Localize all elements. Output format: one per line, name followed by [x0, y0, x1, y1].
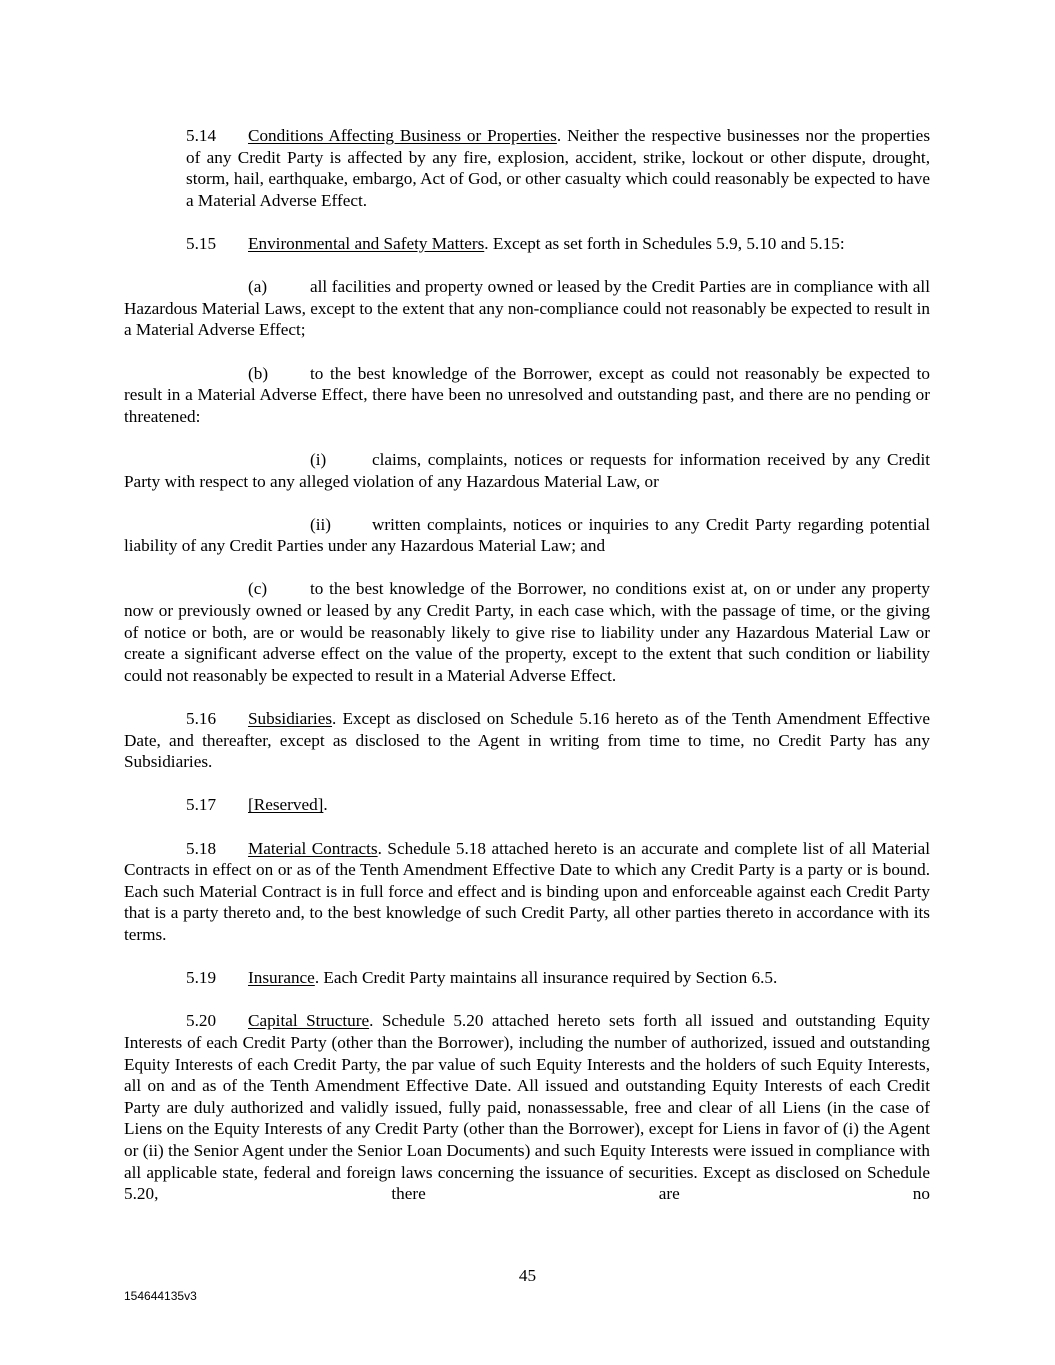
section-heading: Environmental and Safety Matters — [248, 233, 485, 253]
clause-number: (c) — [248, 579, 268, 599]
section-heading: Insurance — [248, 968, 315, 988]
clause-number: (i) — [310, 449, 327, 469]
clause-number: (b) — [248, 363, 269, 383]
clause-text: to the best knowledge of the Borrower, no conditions exist at, on or under any property now or previously owned or leased by any Credit Party, in each case which, with the passage of time, or the giving of notice or both, are or would be reasonably likely to give rise to liability under any Hazardous Material Law or create a significant adverse effect on the value of the property, except to the extent that such condition or liability could not reasonably be expected to result in a Material Adverse Effect. — [124, 579, 930, 685]
clause-b-i — [124, 449, 930, 492]
page-number: 45 — [518, 1266, 537, 1285]
section-number: 5.14 — [186, 126, 217, 145]
document-id: 154644135v3 — [124, 1289, 197, 1303]
section-text: . Except as disclosed on Schedule 5.16 hereto as of the Tenth Amendment Effective Date, and thereafter, except as disclosed to the Agent in writing from time to time, no Credit Party has any Subsidiaries. — [124, 709, 930, 772]
section-text: . Except as set forth in Schedules 5.9, 5.10 and 5.15: — [484, 233, 845, 253]
section-5-15 — [124, 233, 930, 255]
clause-text: to the best knowledge of the Borrower, except as could not reasonably be expected to result in a Material Adverse Effect, there have been no unresolved and outstanding past, and there are no pending or threatened: — [124, 363, 930, 426]
clause-number: (a) — [248, 277, 268, 297]
section-number: 5.18 — [186, 838, 217, 858]
section-heading: Capital Structure — [248, 1011, 370, 1031]
section-heading: Material Contracts — [248, 838, 378, 858]
section-number: 5.17 — [186, 795, 217, 815]
clause-c — [124, 578, 930, 686]
section-text: . Each Credit Party maintains all insurance required by Section 6.5. — [314, 968, 778, 988]
section-text: . Neither the respective businesses nor the properties of any Credit Party is affected by any fire, explosion, accident, strike, lockout or other dispute, drought, storm, hail, earthquake, embargo, Act of God, or other casualty which could reasonably be expected to have a Material Adverse Effect. — [186, 126, 931, 210]
section-5-18 — [124, 838, 930, 946]
section-heading: Subsidiaries — [248, 709, 333, 729]
clause-b — [124, 363, 930, 428]
clause-text: claims, complaints, notices or requests for information received by any Credit Party with respect to any alleged violation of any Hazardous Material Law, or — [124, 449, 930, 491]
section-number: 5.16 — [186, 709, 217, 729]
section-5-16 — [124, 708, 930, 773]
section-text: . Schedule 5.18 attached hereto is an accurate and complete list of all Material Contracts in effect on or as of the Tenth Amendment Effective Date to which any Credit Party is a party or is bound. Each such Material Contract is in full force and effect and is binding upon and enforceable against each Credit Party that is a party thereto and, to the best knowledge of such Credit Party, all other parties thereto in accordance with its terms. — [124, 838, 930, 944]
document-body — [124, 125, 930, 1226]
section-number: 5.15 — [186, 233, 217, 253]
section-heading: Conditions Affecting Business or Properties — [248, 126, 557, 145]
clause-b-ii — [124, 514, 930, 557]
section-text: . Schedule 5.20 attached hereto sets forth all issued and outstanding Equity Interests of each Credit Party (other than the Borrower), including the number of authorized, issued and outstanding Equity Interests of each Credit Party, the par value of such Equity Interests and the holders of such Equity Interests, all on and as of the Tenth Amendment Effective Date. All issued and outstanding Equity Interests of each Credit Party are duly authorized and validly issued, fully paid, nonassessable, free and clear of all Liens (in the case of Liens on the Equity Interests of any Credit Party (other than the Borrower), except for Liens in favor of (i) the Agent or (ii) the Senior Agent under the Senior Loan Documents) and such Equity Interests were issued in compliance with all applicable state, federal and foreign laws concerning the issuance of securities. Except as disclosed on Schedule 5.20, there are no — [124, 1011, 930, 1204]
section-text: . — [323, 795, 328, 815]
clause-a — [124, 276, 930, 341]
section-number: 5.20 — [186, 1011, 217, 1031]
section-5-17 — [124, 794, 930, 816]
clause-text: all facilities and property owned or leased by the Credit Parties are in compliance with all Hazardous Material Laws, except to the extent that any non-compliance could not reasonably be expected to result in a Material Adverse Effect; — [124, 277, 930, 340]
clause-text: written complaints, notices or inquiries to any Credit Party regarding potential liability of any Credit Parties under any Hazardous Material Law; and — [124, 514, 930, 556]
section-5-20 — [124, 1010, 930, 1204]
section-heading: [Reserved] — [248, 795, 324, 815]
section-5-19 — [124, 967, 930, 989]
clause-number: (ii) — [310, 514, 331, 534]
section-5-14 — [124, 125, 930, 211]
section-number: 5.19 — [186, 968, 217, 988]
